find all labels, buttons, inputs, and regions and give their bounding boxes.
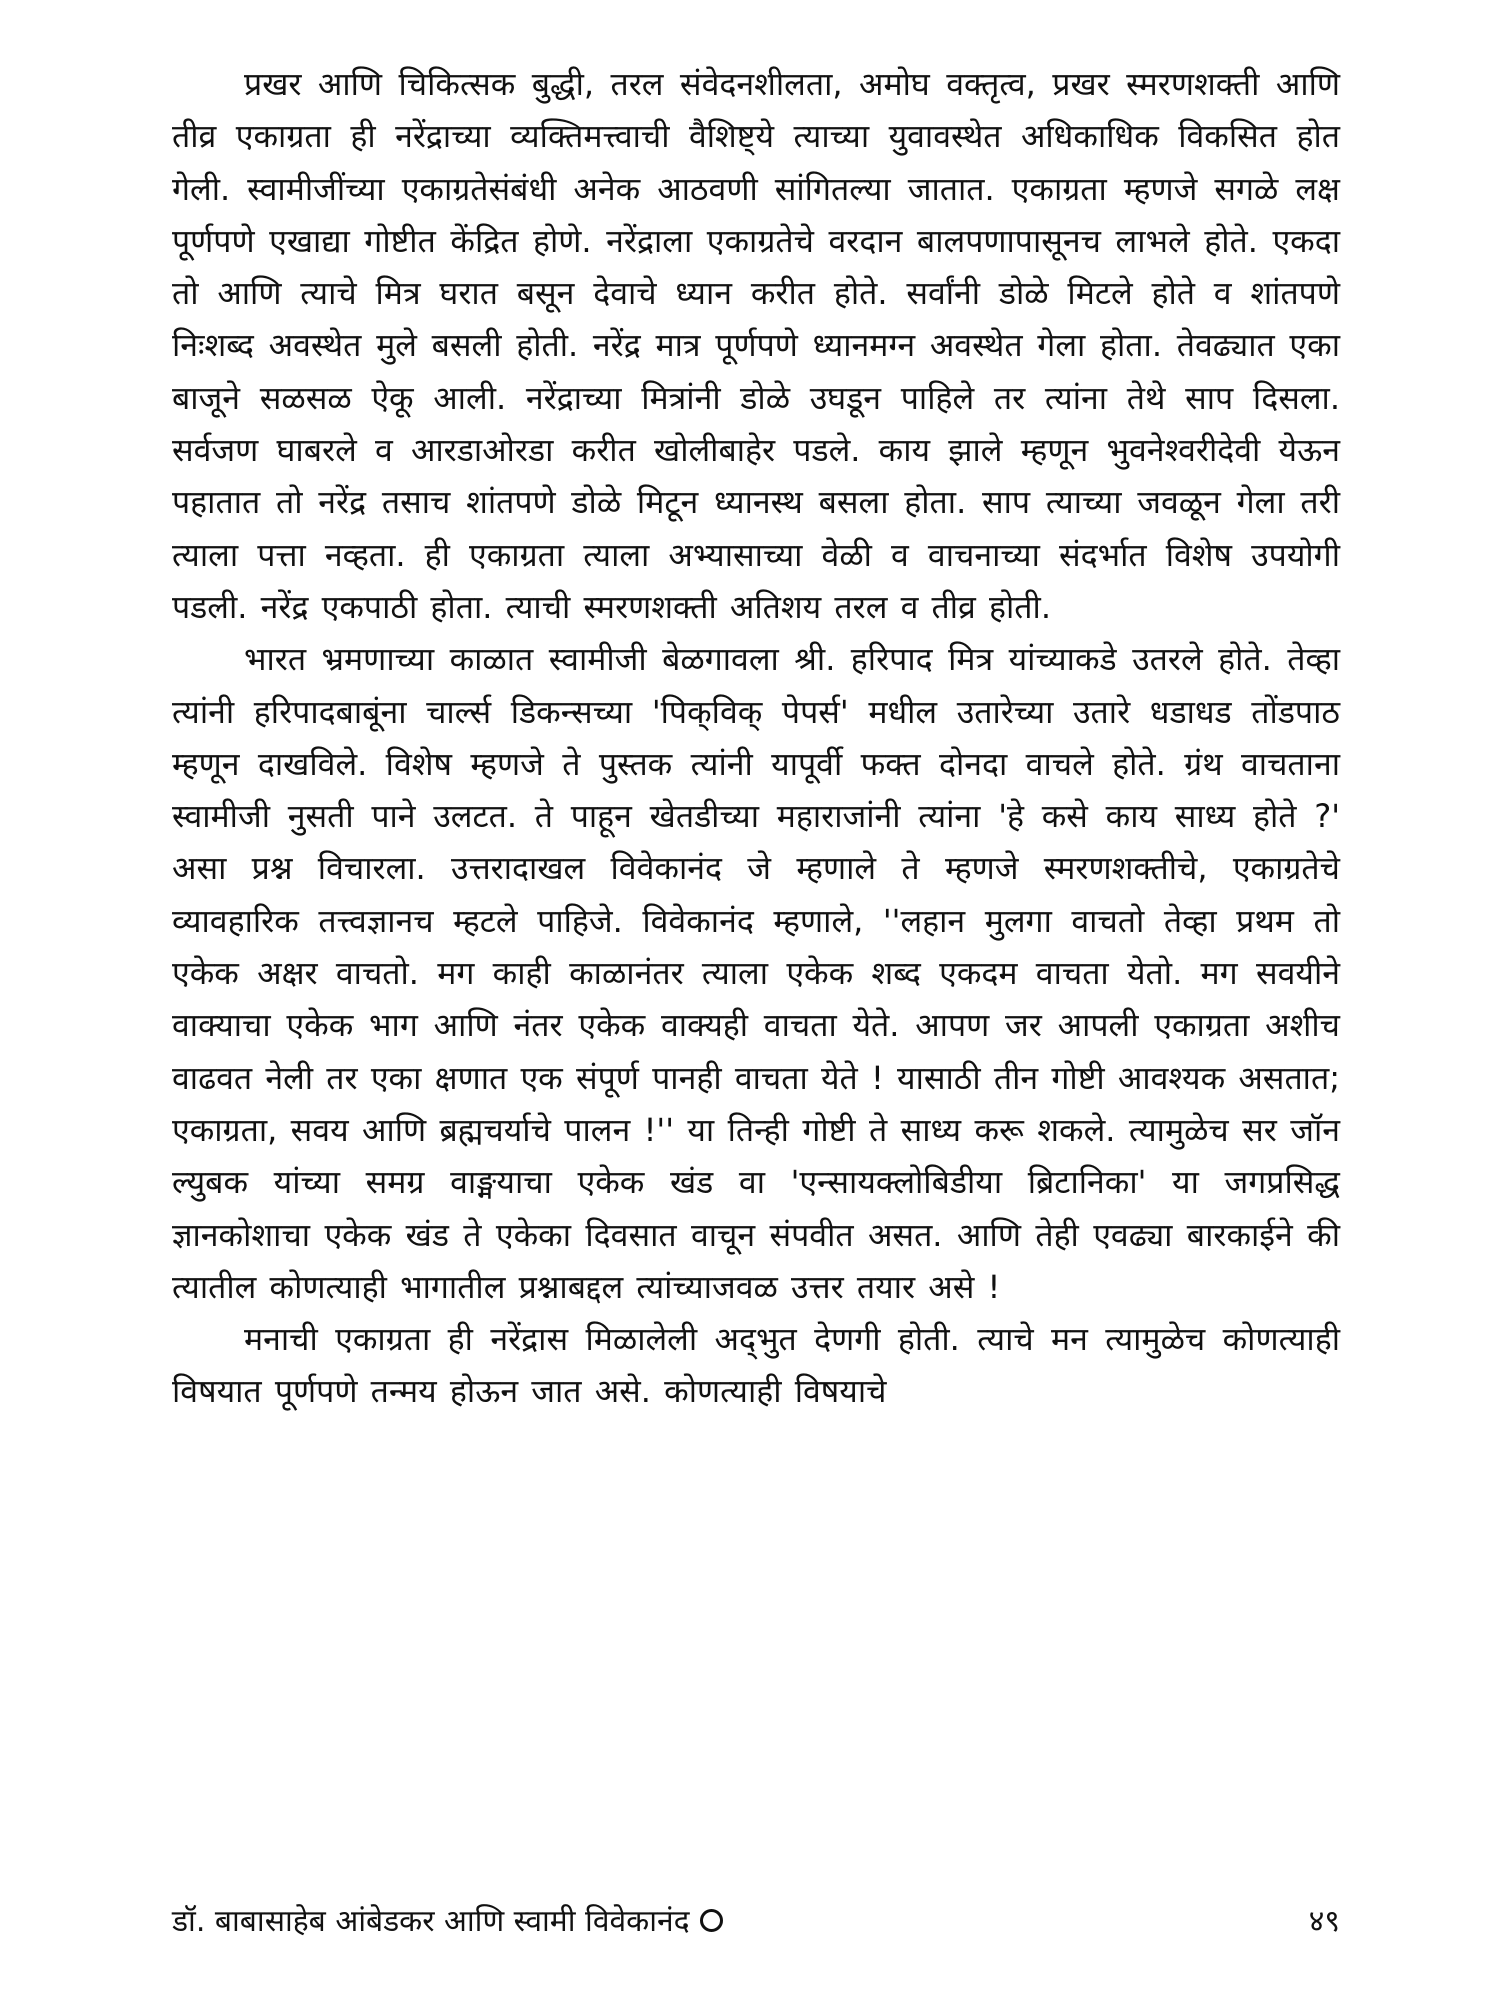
running-footer [172,1897,723,1947]
book-title: डॉ. बाबासाहेब आंबेडकर आणि स्वामी विवेकानंद [172,1904,690,1939]
paragraph-2: भारत भ्रमणाच्या काळात स्वामीजी बेळगावला श्री. हरिपाद मित्र यांच्याकडे उतरले होते. तेव्हा त्यांनी हरिपादबाबूंना चार्ल्स डिकन्सच्या 'पिक्‌विक् पेपर्स' मधील उतारेच्या उतारे धडाधड तोंडपाठ म्हणून दाखविले. विशेष म्हणजे ते पुस्तक त्यांनी यापूर्वी फक्त दोनदा वाचले होते. ग्रंथ वाचताना स्वामीजी नुसती पाने उलटत. ते पाहून खेतडीच्या महाराजांनी त्यांना 'हे कसे काय साध्य होते ?' असा प्रश्न विचारला. उत्तरादाखल विवेकानंद जे म्हणाले ते म्हणजे स्मरणशक्तीचे, एकाग्रतेचे व्यावहारिक तत्त्वज्ञानच म्हटले पाहिजे. विवेकानंद म्हणाले, ''लहान मुलगा वाचतो तेव्हा प्रथम तो एकेक अक्षर वाचतो. मग काही काळानंतर त्याला एकेक शब्द एकदम वाचता येतो. मग सवयीने वाक्याचा एकेक भाग आणि नंतर एकेक वाक्यही वाचता येते. आपण जर आपली एकाग्रता अशीच वाढवत नेली तर एका क्षणात एक संपूर्ण पानही वाचता येते ! यासाठी तीन गोष्टी आवश्यक असतात; एकाग्रता, सवय आणि ब्रह्मचर्याचे पालन !'' या तिन्ही गोष्टी ते साध्य करू शकले. त्यामुळेच सर जॉन ल्युबक यांच्या समग्र वाङ्मयाचा एकेक खंड वा 'एन्सायक्लोबिडीया ब्रिटानिका' या जगप्रसिद्ध ज्ञानकोशाचा एकेक खंड ते एकेका दिवसात वाचून संपवीत असत. आणि तेही एवढ्या बारकाईने की त्यातील कोणत्याही भागातील प्रश्नाबद्दल त्यांच्याजवळ उत्तर तयार असे ! [172,640,1340,1306]
page-footer [172,1897,1340,1947]
circle-ornament-icon [700,1909,723,1932]
paragraph-1: प्रखर आणि चिकित्सक बुद्धी, तरल संवेदनशीलता, अमोघ वक्तृत्व, प्रखर स्मरणशक्ती आणि तीव्र एकाग्रता ही नरेंद्राच्या व्यक्तिमत्त्वाची वैशिष्ट्ये त्याच्या युवावस्थेत अधिकाधिक विकसित होत गेली. स्वामीजींच्या एकाग्रतेसंबंधी अनेक आठवणी सांगितल्या जातात. एकाग्रता म्हणजे सगळे लक्ष पूर्णपणे एखाद्या गोष्टीत केंद्रित होणे. नरेंद्राला एकाग्रतेचे वरदान बालपणापासूनच लाभले होते. एकदा तो आणि त्याचे मित्र घरात बसून देवाचे ध्यान करीत होते. सर्वांनी डोळे मिटले होते व शांतपणे निःशब्द अवस्थेत मुले बसली होती. नरेंद्र मात्र पूर्णपणे ध्यानमग्न अवस्थेत गेला होता. तेवढ्यात एका बाजूने सळसळ ऐकू आली. नरेंद्राच्या मित्रांनी डोळे उघडून पाहिले तर त्यांना तेथे साप दिसला. सर्वजण घाबरले व आरडाओरडा करीत खोलीबाहेर पडले. काय झाले म्हणून भुवनेश्वरीदेवी येऊन पहातात तो नरेंद्र तसाच शांतपणे डोळे मिटून ध्यानस्थ बसला होता. साप त्याच्या जवळून गेला तरी त्याला पत्ता नव्हता. ही एकाग्रता त्याला अभ्यासाच्या वेळी व वाचनाच्या संदर्भात विशेष उपयोगी पडली. नरेंद्र एकपाठी होता. त्याची स्मरणशक्ती अतिशय तरल व तीव्र होती. [172,65,1340,626]
page-number: ४९ [1308,1904,1340,1939]
paragraph-3: मनाची एकाग्रता ही नरेंद्रास मिळालेली अद्‌भुत देणगी होती. त्याचे मन त्यामुळेच कोणत्याही विषयात पूर्णपणे तन्मय होऊन जात असे. कोणत्याही विषयाचे [172,1320,1340,1411]
body-text [172,58,1340,1418]
